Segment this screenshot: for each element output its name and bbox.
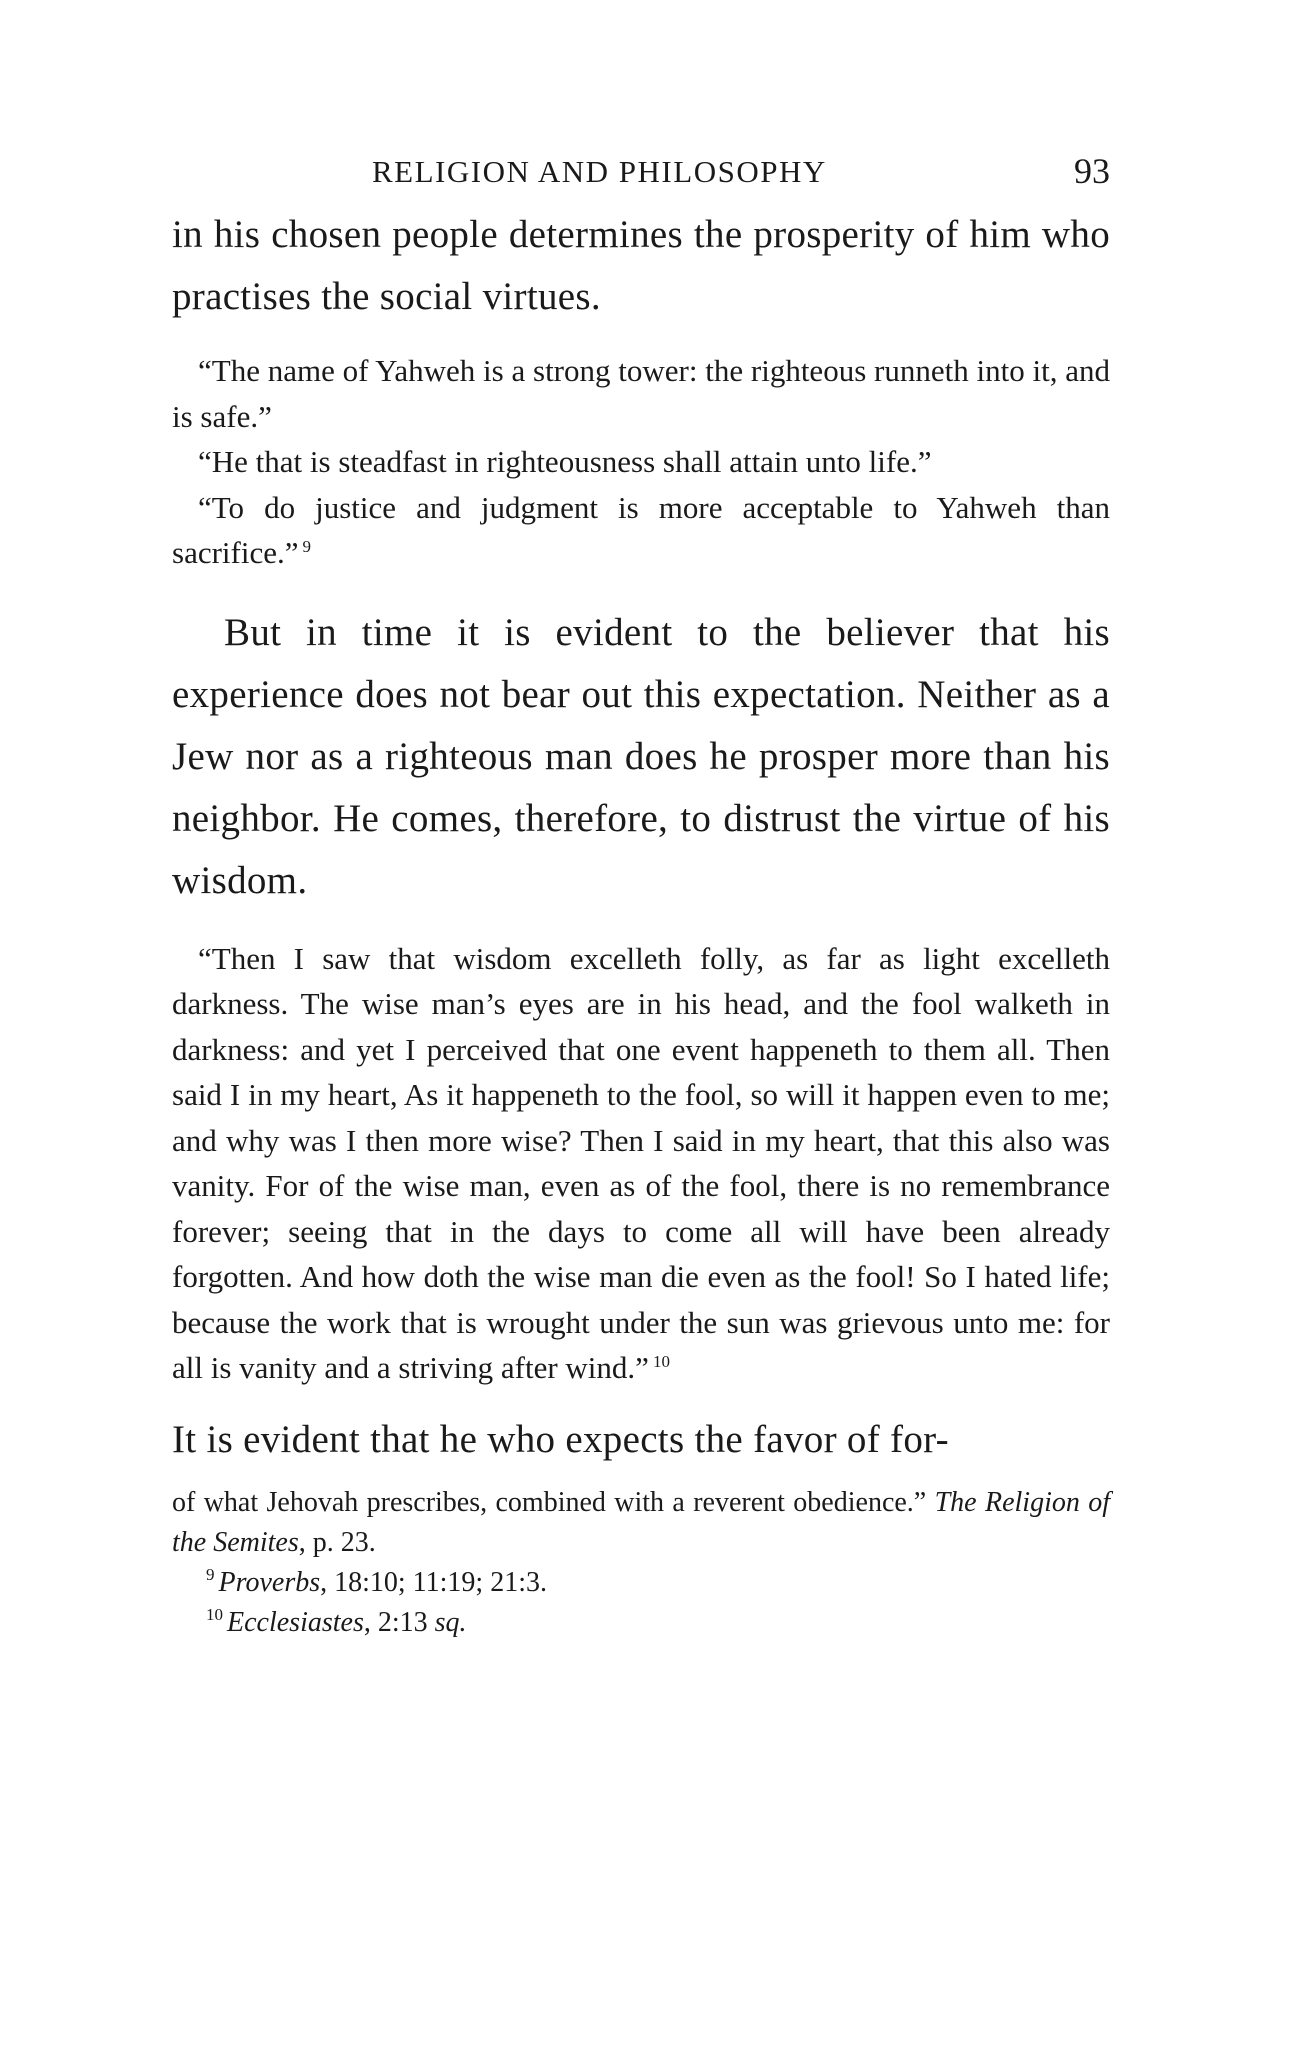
footnote-9	[172, 1563, 1110, 1603]
footnote-continued-text: of what Jehovah prescribes, combined with a reverent obedience.”	[172, 1486, 927, 1518]
footnote-continued-page: , p. 23.	[298, 1526, 376, 1558]
footnote-10-ref: , 2:13	[363, 1606, 435, 1638]
running-head	[172, 140, 1110, 200]
quote-block-ecclesiastes	[172, 936, 1110, 1391]
footnote-continued	[172, 1483, 1110, 1563]
quote-block-proverbs	[172, 348, 1110, 576]
body-paragraph-1: in his chosen people determines the prosperity of him who practises the social virtues.	[172, 213, 1110, 318]
footnote-continued-source: The Religion of the Semites	[172, 1486, 1110, 1558]
running-title: RELIGION AND PHILOSOPHY	[372, 154, 827, 189]
quote-line-3	[172, 485, 1110, 576]
quote-line-3-text: “To do justice and judgment is more acceptable to Yahweh than sacrifice.”	[172, 489, 1110, 570]
footnote-9-number: 9	[206, 1565, 215, 1585]
body-paragraph-3: It is evident that he who expects the favor of for-	[172, 1417, 949, 1461]
quote-line-1: “The name of Yahweh is a strong tower: the righteous runneth into it, and is safe.”	[172, 353, 1110, 434]
footnote-10-sq: sq.	[434, 1606, 467, 1638]
page-number: 93	[1074, 151, 1110, 191]
book-page	[172, 140, 1110, 1643]
quote-line-2: “He that is steadfast in righteousness shall attain unto life.”	[198, 444, 932, 479]
body-paragraph-2: But in time it is evident to the believer that his experience does not bear out this expectation. Neither as a Jew nor as a righteous man does he prosper more than his neighbor. He comes, therefore, to distrust the virtue of his wisdom.	[172, 610, 1110, 902]
quote-ecclesiastes-body: “Then I saw that wisdom excelleth folly, as far as light excelleth darkness. The wise man’s eyes are in his head, and the fool walketh in darkness: and yet I perceived that one event happeneth to them all. Then said I in my heart, As it happeneth to the fool, so will it happen even to me; and why was I then more wise? Then I said in my heart, that this also was vanity. For of the wise man, even as of the fool, there is no remembrance forever; seeing that in the days to come all will have been already forgotten. And how doth the wise man die even as the fool! So I hated life; because the work that is wrought under the sun was grievous unto me: for all is vanity and a striving after wind.”	[172, 940, 1110, 1385]
footnotes	[172, 1483, 1110, 1643]
footnote-9-ref: , 18:10; 11:19; 21:3.	[320, 1566, 547, 1598]
footnote-10-book: Ecclesiastes	[227, 1606, 364, 1638]
footnote-ref-9: 9	[302, 536, 311, 556]
footnote-10	[172, 1603, 1110, 1643]
footnote-ref-10: 10	[652, 1351, 670, 1371]
footnote-10-number: 10	[206, 1605, 223, 1625]
quote-ecclesiastes-text	[172, 936, 1110, 1391]
footnote-9-book: Proverbs	[218, 1566, 321, 1598]
